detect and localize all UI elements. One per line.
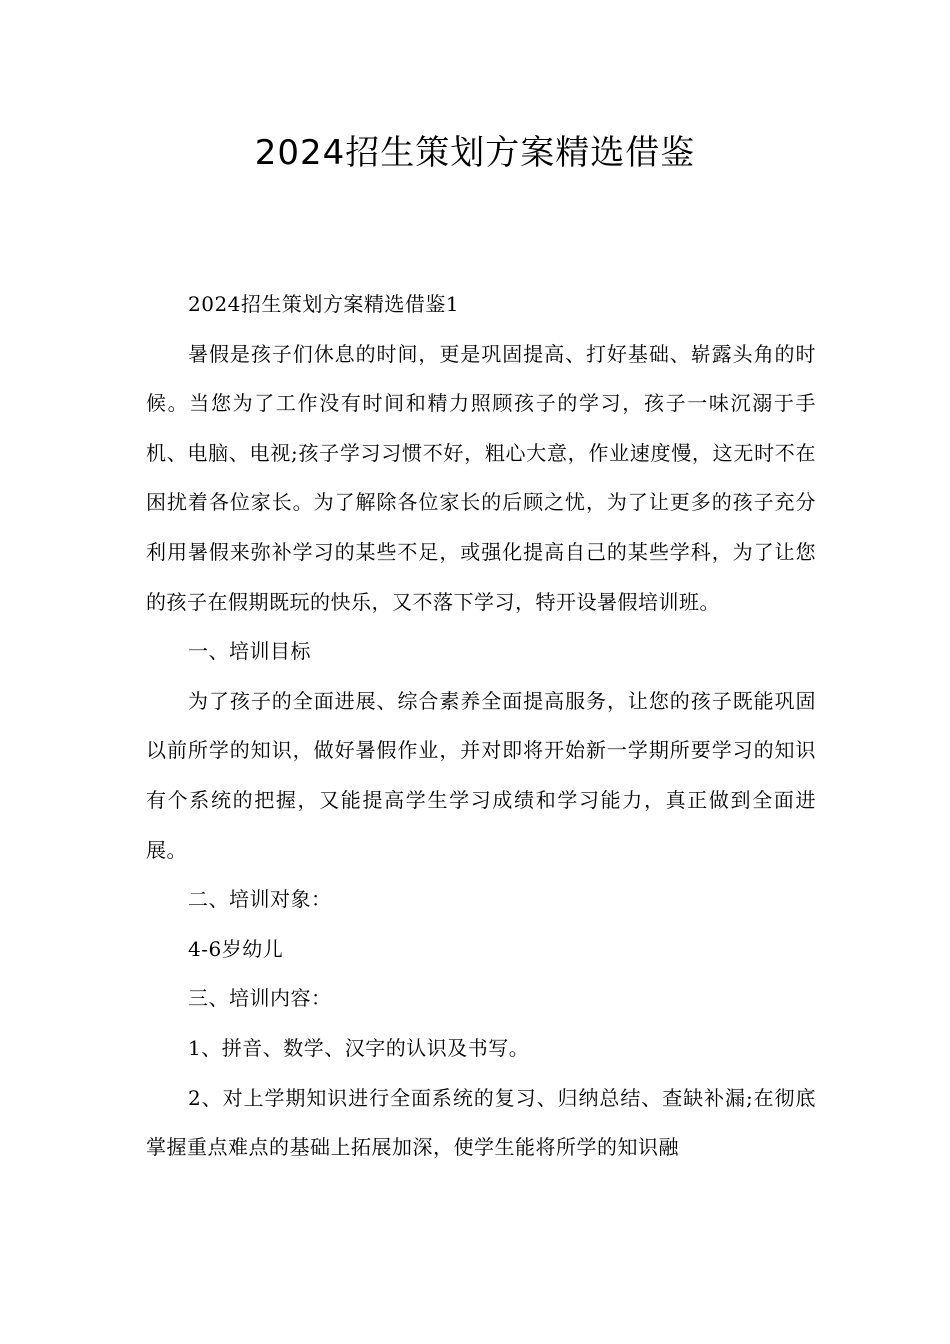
section-heading: 三、培训内容： (188, 986, 332, 1011)
section-heading: 2024招生策划方案精选借鉴1 (188, 292, 460, 316)
paragraph: 暑假是孩子们休息的时间，更是巩固提高、打好基础、崭露头角的时候。当您为了工作没有时间和精力照顾孩子的学习，孩子一味沉溺于手机、电脑、电视;孩子学习习惯不好，粗心大意，作业速度慢，这无时不在困扰着各位家长。为了解除各位家长的后顾之忧，为了让更多的孩子充分利用暑假来弥补学习的某些不足，或强化提高自己的某些学科，为了让您的孩子在假期既玩的快乐，又不落下学习，特开设暑假培训班。 (146, 341, 816, 614)
list-item: 2、对上学期知识进行全面系统的复习、归纳总结、查缺补漏;在彻底掌握重点难点的基础上拓展加深，使学生能将所学的知识融 (146, 1085, 816, 1160)
paragraph: 为了孩子的全面进展、综合素养全面提高服务，让您的孩子既能巩固以前所学的知识，做好暑假作业，并对即将开始新一学期所要学习的知识有个系统的把握，又能提高学生学习成绩和学习能力，真正做到全面进展。 (146, 688, 816, 862)
paragraph: 4-6岁幼儿 (188, 936, 284, 961)
list-item: 1、拼音、数学、汉字的认识及书写。 (188, 1035, 530, 1060)
document-title: 2024招生策划方案精选借鉴 (254, 133, 696, 173)
section-heading: 二、培训对象： (188, 887, 332, 912)
document-body (146, 280, 816, 1173)
section-heading: 一、培训目标 (188, 639, 311, 664)
